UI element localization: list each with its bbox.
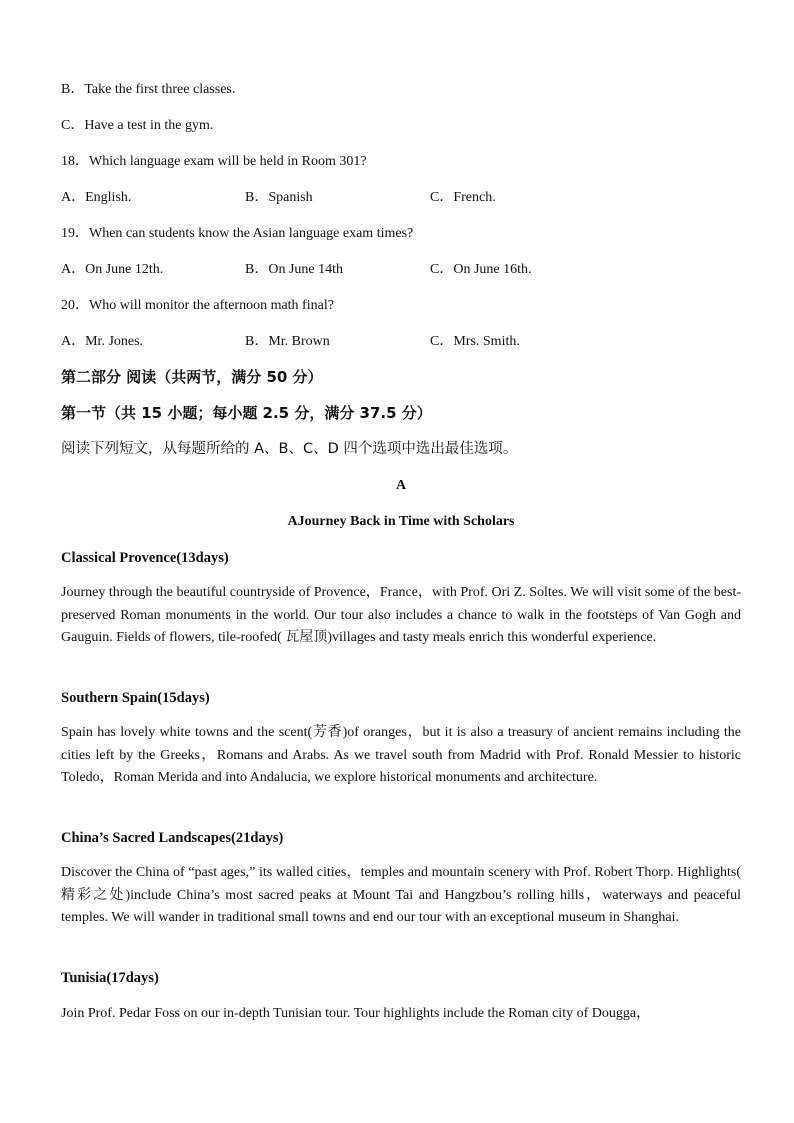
q19-option-a: A．On June 12th.	[61, 262, 164, 277]
passage-title: AJourney Back in Time with Scholars	[287, 514, 515, 529]
tour-description-text: Journey through the beautiful countryside of Provence，France，with Prof. Ori Z. Soltes. We will visit some of the best-preserved Roman monuments in the world. Our tour also includes a chance to walk in the footsteps of Van Gogh and Gauguin. Fields of flowers, tile-roofed( 瓦屋顶)villages and tasty meals enrich this wonderful experience.	[61, 585, 741, 646]
passage-letter: A	[395, 478, 407, 493]
tour-description	[61, 722, 741, 790]
tour-description	[61, 582, 741, 650]
q20-option-b: B．Mr. Brown	[245, 334, 330, 349]
q20-option-a: A．Mr. Jones.	[61, 334, 144, 349]
question-18: 18．Which language exam will be held in Room 301?	[61, 154, 367, 169]
question-20-options	[61, 333, 741, 351]
subsection-title: 第一节（共 15 小题；每小题 2.5 分，满分 37.5 分）	[61, 404, 432, 422]
part-title: 第二部分 阅读（共两节，满分 50 分）	[61, 368, 323, 386]
tour-heading: China’s Sacred Landscapes(21days)	[61, 830, 284, 846]
q18-option-b: B．Spanish	[245, 190, 313, 205]
question-20: 20．Who will monitor the afternoon math final?	[61, 298, 334, 313]
q19-option-b: B．On June 14th	[245, 262, 343, 277]
q20-option-c: C．Mrs. Smith.	[430, 334, 520, 349]
instructions: 阅读下列短文，从每题所给的 A、B、C、D 四个选项中选出最佳选项。	[61, 441, 518, 457]
question-18-options	[61, 189, 741, 207]
tour-description-text: Join Prof. Pedar Foss on our in-depth Tunisian tour. Tour highlights include the Roman city of Dougga，	[61, 1006, 651, 1021]
tour-description	[61, 1003, 741, 1026]
tour-description-text: Spain has lovely white towns and the scent(芳香)of oranges，but it is also a treasury of ancient remains including the cities left by the Greeks，Romans and Arabs. As we travel south from Madrid with Prof. Ronald Messier to historic Toledo，Roman Merida and into Andalucia, we explore historical monuments and architecture.	[61, 725, 741, 786]
tour-heading: Tunisia(17days)	[61, 970, 159, 986]
q17-option-b: B．Take the first three classes.	[61, 82, 236, 97]
q18-option-c: C．French.	[430, 190, 496, 205]
q17-option-c: C．Have a test in the gym.	[61, 118, 214, 133]
tour-heading: Southern Spain(15days)	[61, 690, 210, 706]
q18-option-a: A．English.	[61, 190, 132, 205]
tour-description-text: Discover the China of “past ages,” its walled cities，temples and mountain scenery with Prof. Robert Thorp. Highlights( 精彩之处)include China’s most sacred peaks at Mount Tai and Hangzbou’s rolling hills，waterways and peaceful temples. We will wander in traditional small towns and end our tour with an exceptional museum in Shanghai.	[61, 865, 741, 926]
question-19: 19．When can students know the Asian language exam times?	[61, 226, 414, 241]
tour-heading: Classical Provence(13days)	[61, 550, 229, 566]
q19-option-c: C．On June 16th.	[430, 262, 532, 277]
tour-description	[61, 862, 741, 930]
question-19-options	[61, 261, 741, 279]
